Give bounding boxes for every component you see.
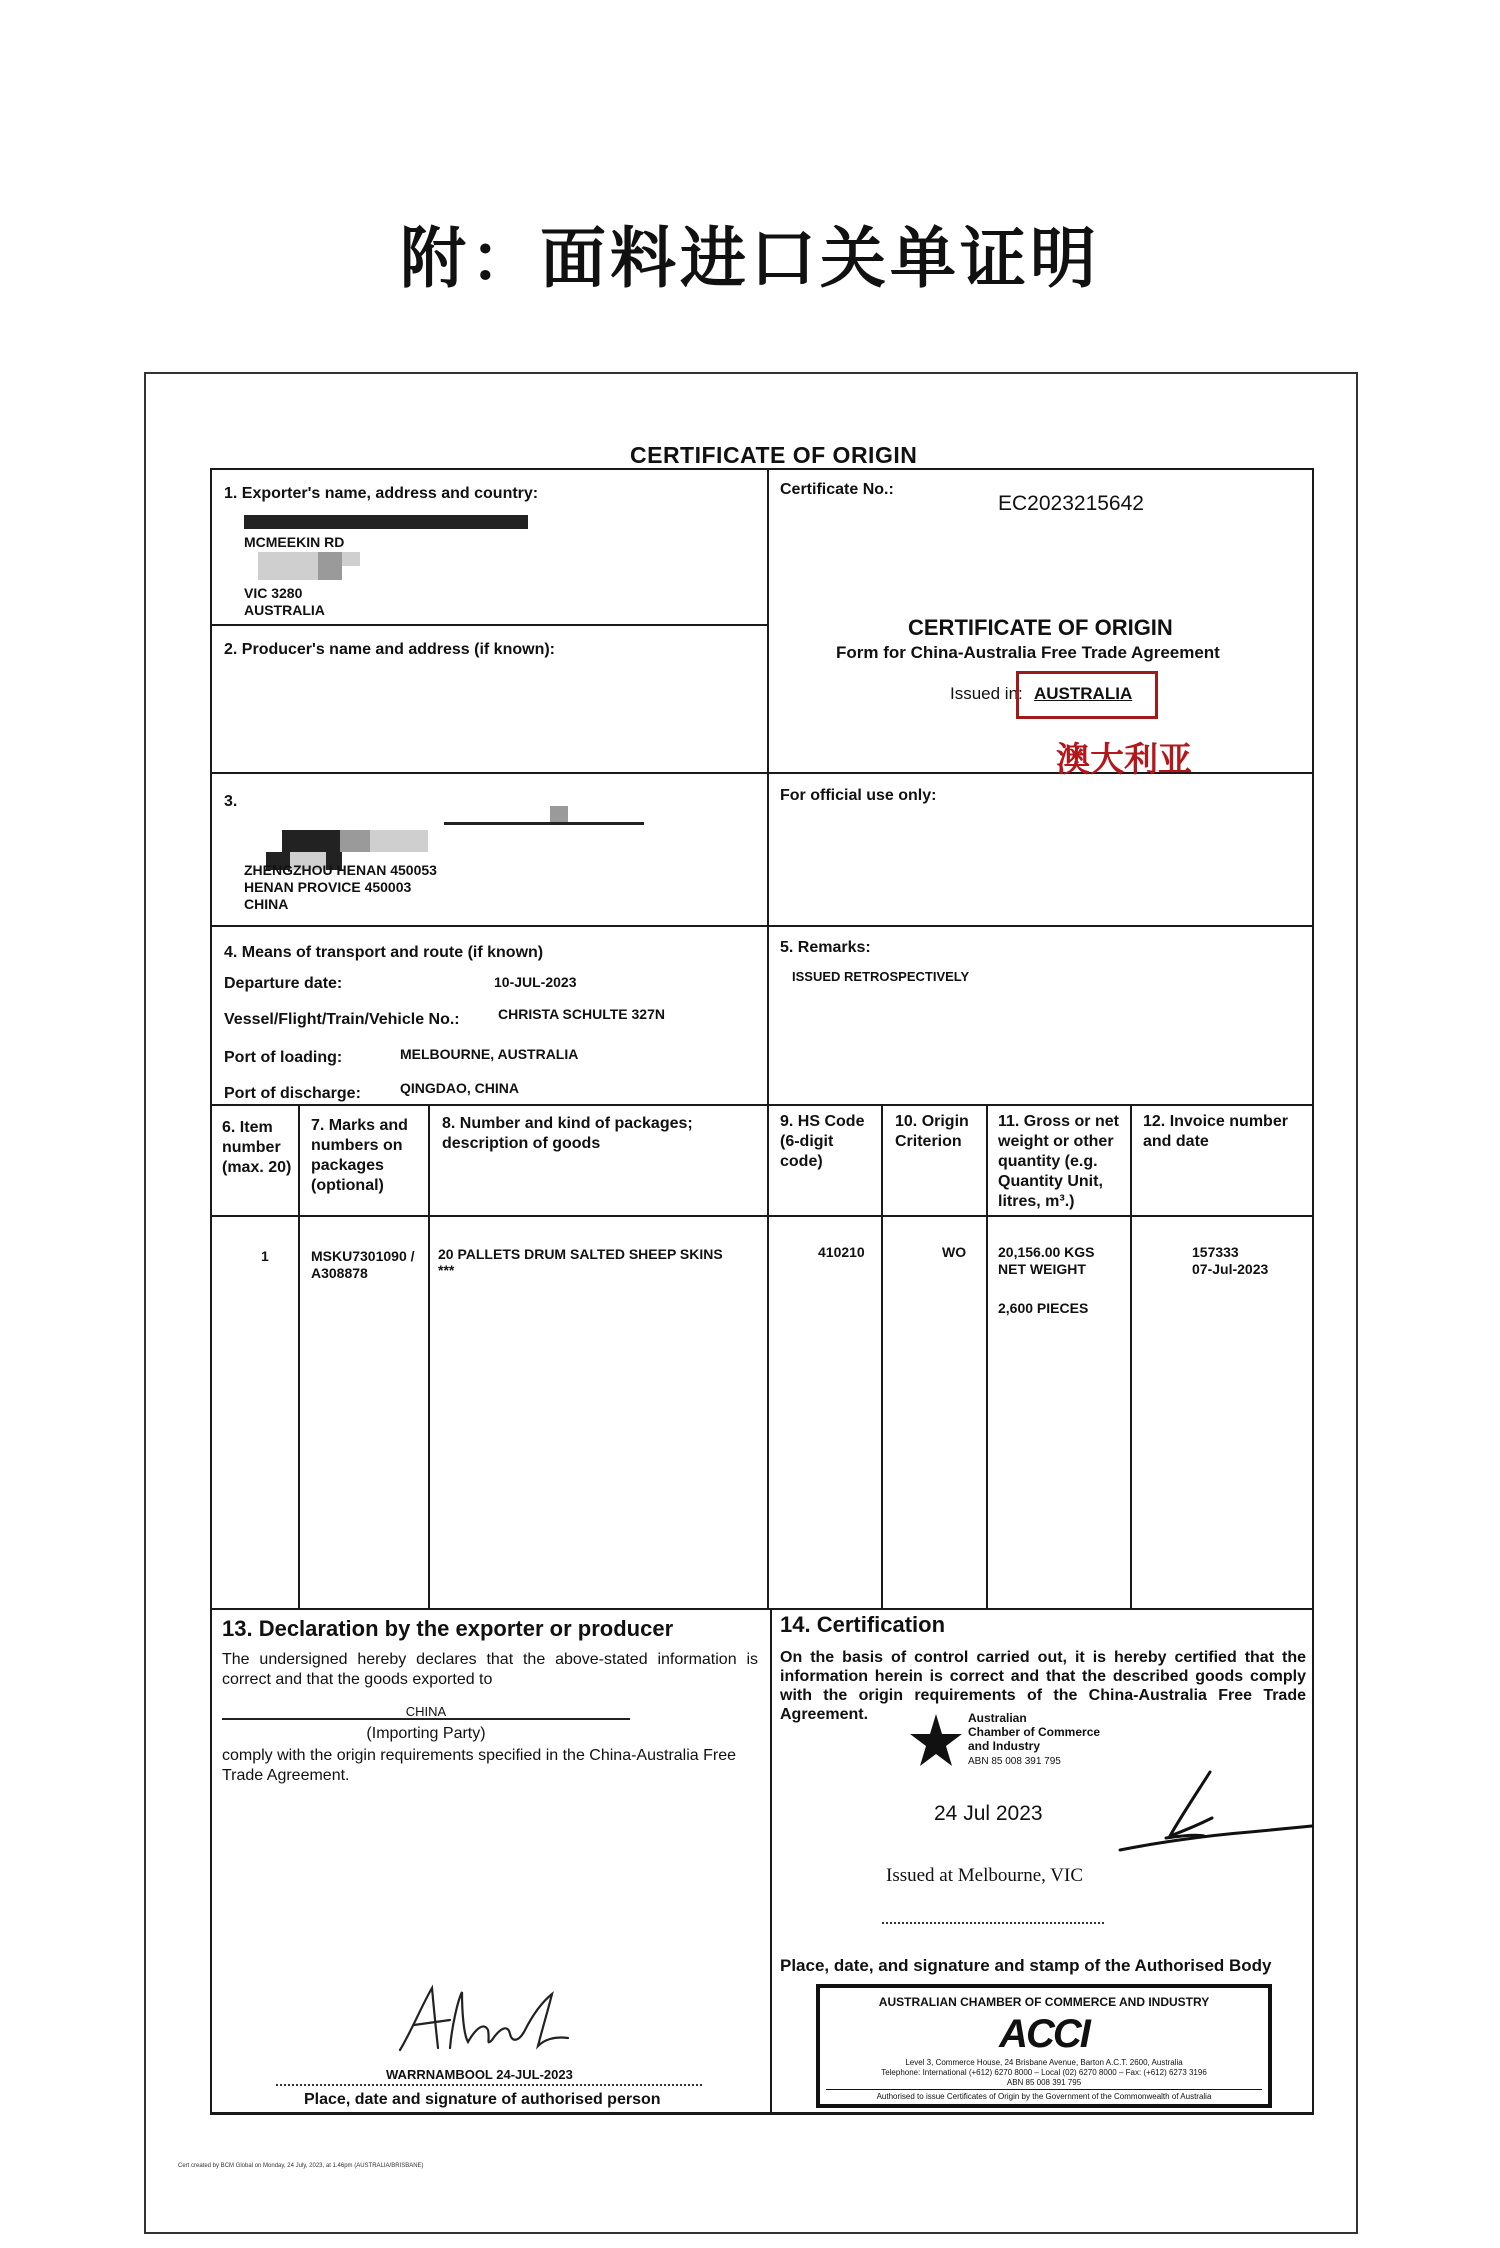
certificate-no-label: Certificate No.: — [780, 481, 894, 498]
exporter-sign-label: Place, date and signature of authorised person — [304, 2091, 661, 2108]
loading-label: Port of loading: — [224, 1049, 343, 1066]
acci-line-2: Chamber of Commerce — [968, 1725, 1101, 1739]
row-pieces: 2,600 PIECES — [998, 1300, 1089, 1316]
certification-date: 24 Jul 2023 — [934, 1802, 1043, 1825]
col-hs-header: 9. HS Code (6-digit code) — [780, 1113, 865, 1170]
discharge-label: Port of discharge: — [224, 1085, 361, 1102]
redacted-block — [550, 806, 568, 822]
redacted-exporter-name — [244, 515, 528, 529]
footer-note: Cert created by BCM Global on Monday, 24 July, 2023, at 1.46pm (AUSTRALIA/BRISBANE) — [178, 2163, 424, 2169]
row-criterion: WO — [942, 1244, 967, 1260]
col-item-header: 6. Item number (max. 20) — [222, 1119, 292, 1176]
row-goods-end: *** — [438, 1262, 455, 1278]
authorised-label: Place, date, and signature and stamp of the Authorised Body — [780, 1956, 1272, 1975]
redacted-block — [342, 552, 360, 566]
remarks-value: ISSUED RETROSPECTIVELY — [792, 969, 970, 984]
certificate-no: EC2023215642 — [998, 492, 1144, 515]
remarks-label: 5. Remarks: — [780, 939, 871, 956]
redacted-line — [444, 822, 644, 825]
box3-line-3: CHINA — [244, 896, 289, 912]
departure-label: Departure date: — [224, 975, 343, 992]
row-invoice-date: 07-Jul-2023 — [1192, 1261, 1269, 1277]
acci-line-1: Australian — [968, 1711, 1027, 1725]
importing-country: CHINA — [405, 1704, 447, 1719]
stamp-line-3: ABN 85 008 391 795 — [1006, 2078, 1082, 2087]
certification-title: 14. Certification — [780, 1612, 946, 1637]
col-weight-header: 11. Gross or net weight or other quantity (e.g. Quantity Unit, litres, m³.) — [998, 1113, 1119, 1210]
exporter-line-1: MCMEEKIN RD — [244, 534, 345, 550]
stamp-divider — [826, 2089, 1262, 2090]
issued-in-label: Issued in: — [950, 684, 1023, 703]
declaration-title: 13. Declaration by the exporter or producer — [222, 1616, 674, 1641]
transport-label: 4. Means of transport and route (if known) — [224, 944, 544, 961]
form-subtitle: Form for China-Australia Free Trade Agreement — [836, 643, 1220, 662]
loading-value: MELBOURNE, AUSTRALIA — [400, 1046, 579, 1062]
exporter-line-2: VIC 3280 — [244, 585, 303, 601]
certificate-heading: CERTIFICATE OF ORIGIN — [630, 442, 918, 468]
row-marks: MSKU7301090 / A308878 — [311, 1248, 415, 1281]
box3-label: 3. — [224, 793, 238, 810]
certifier-dotted-line — [882, 1922, 1104, 1924]
declaration-text: The undersigned hereby declares that the above-stated information is correct and that the goods exported to — [222, 1651, 758, 1688]
official-use-label: For official use only: — [780, 787, 937, 804]
certification-text: On the basis of control carried out, it is hereby certified that the information herein is correct and that the described goods comply with the origin requirements of the China-Australia Free Trade Agreement. — [780, 1649, 1306, 1723]
producer-label: 2. Producer's name and address (if known): — [224, 641, 555, 658]
exporter-signature — [392, 1980, 572, 2060]
issued-in-value: AUSTRALIA — [1034, 684, 1133, 703]
col-criterion-header: 10. Origin Criterion — [895, 1113, 969, 1150]
highlight-box — [1016, 671, 1158, 719]
exporter-place-date: WARRNAMBOOL 24-JUL-2023 — [386, 2067, 573, 2082]
row-weight: 20,156.00 KGS — [998, 1244, 1095, 1260]
stamp-logo: ACCI — [999, 2012, 1089, 2056]
stamp-line-2: Telephone: International (+612) 6270 8000 – Local (02) 6270 8000 – Fax: (+612) 6273 3196 — [881, 2068, 1207, 2077]
page-title: 附：面料进口关单证明 — [400, 220, 1100, 297]
col-goods-header: 8. Number and kind of packages; description of goods — [442, 1115, 693, 1152]
stamp-line-4: Authorised to issue Certificates of Origin by the Government of the Commonwealth of Australia — [876, 2092, 1212, 2101]
stamp-line-1: Level 3, Commerce House, 24 Brisbane Avenue, Barton A.C.T. 2600, Australia — [905, 2058, 1183, 2067]
col-invoice-header: 12. Invoice number and date — [1143, 1113, 1288, 1150]
exporter-line-3: AUSTRALIA — [244, 602, 325, 618]
acci-stamp — [816, 1984, 1272, 2108]
acci-abn: ABN 85 008 391 795 — [968, 1756, 1061, 1767]
departure-value: 10-JUL-2023 — [494, 974, 577, 990]
acci-star-icon — [906, 1712, 966, 1772]
exporter-label: 1. Exporter's name, address and country: — [224, 485, 539, 502]
row-item: 1 — [261, 1248, 269, 1264]
row-hs-code: 410210 — [818, 1244, 865, 1260]
redacted-block — [370, 830, 428, 852]
declaration-text-2: comply with the origin requirements specified in the China-Australia Free Trade Agreement. — [222, 1747, 737, 1784]
importing-party-label: (Importing Party) — [366, 1725, 486, 1742]
discharge-value: QINGDAO, CHINA — [400, 1080, 519, 1096]
stamp-title: AUSTRALIAN CHAMBER OF COMMERCE AND INDUSTRY — [878, 1995, 1210, 2009]
vessel-label: Vessel/Flight/Train/Vehicle No.: — [224, 1011, 460, 1028]
redacted-block — [318, 552, 342, 580]
form-title: CERTIFICATE OF ORIGIN — [908, 615, 1173, 640]
row-invoice-no: 157333 — [1192, 1244, 1239, 1260]
col-marks-header: 7. Marks and numbers on packages (optional) — [311, 1117, 408, 1194]
row-weight-type: NET WEIGHT — [998, 1261, 1086, 1277]
acci-line-3: and Industry — [968, 1739, 1041, 1753]
box3-line-2: HENAN PROVICE 450003 — [244, 879, 412, 895]
issued-at: Issued at Melbourne, VIC — [886, 1865, 1084, 1886]
redacted-block — [258, 552, 318, 580]
row-goods: 20 PALLETS DRUM SALTED SHEEP SKINS — [438, 1246, 723, 1262]
box3-line-1: ZHENGZHOU HENAN 450053 — [244, 862, 437, 878]
certifier-signature — [1100, 1766, 1320, 1856]
signature-dotted-line — [276, 2084, 702, 2086]
redacted-block — [340, 830, 370, 852]
issued-in-chinese: 澳大利亚 — [1056, 740, 1192, 780]
vessel-value: CHRISTA SCHULTE 327N — [498, 1006, 665, 1022]
redacted-block — [282, 830, 340, 852]
